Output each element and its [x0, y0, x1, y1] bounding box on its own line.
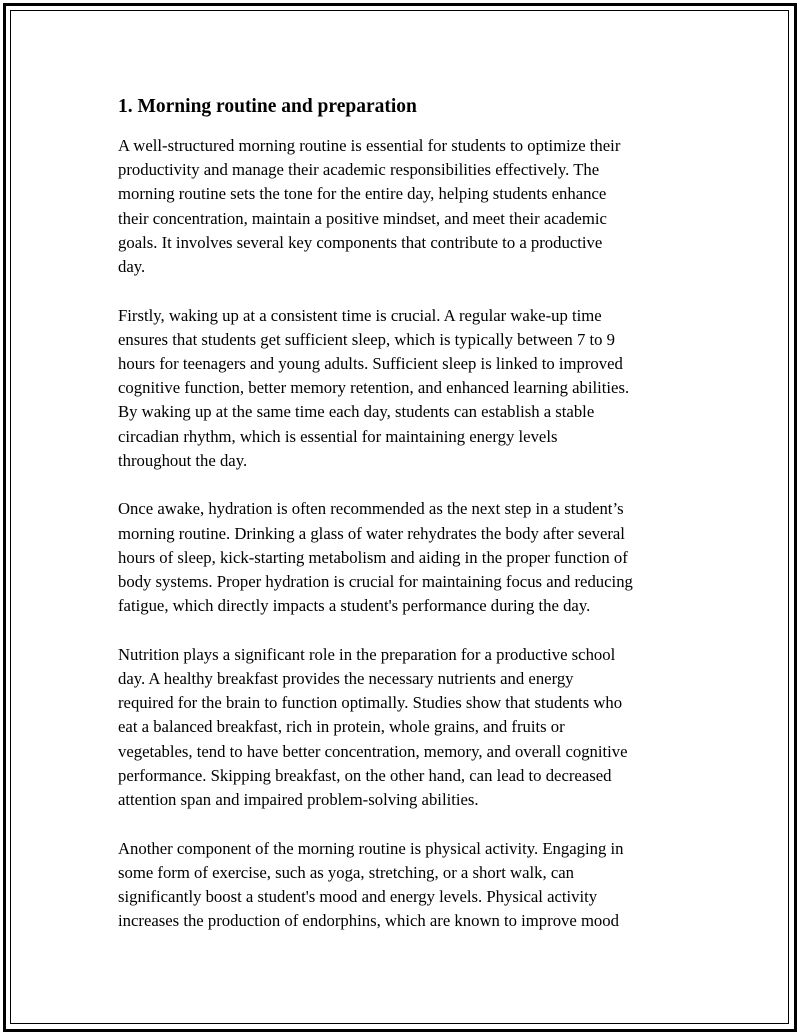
- paragraph-line: By waking up at the same time each day, students can establish a stable: [118, 402, 595, 422]
- paragraph-line: increases the production of endorphins, which are known to improve mood: [118, 911, 619, 931]
- paragraph-line: circadian rhythm, which is essential for maintaining energy levels: [118, 426, 558, 446]
- paragraph-hydration: [118, 497, 690, 618]
- paragraph-line: attention span and impaired problem-solving abilities.: [118, 790, 479, 810]
- paragraph-intro: [118, 134, 690, 279]
- paragraph-line: significantly boost a student's mood and energy levels. Physical activity: [118, 887, 598, 907]
- paragraph-line: some form of exercise, such as yoga, stretching, or a short walk, can: [118, 862, 574, 882]
- paragraph-line: A well-structured morning routine is essential for students to optimize their: [118, 136, 621, 155]
- paragraph-line: throughout the day.: [118, 450, 248, 470]
- paragraph-line: morning routine sets the tone for the entire day, helping students enhance: [118, 184, 607, 204]
- paragraph-line: productivity and manage their academic responsibilities effectively. The: [118, 160, 600, 180]
- paragraph-line: ensures that students get sufficient sleep, which is typically between 7 to 9: [118, 329, 615, 349]
- paragraph-line: body systems. Proper hydration is crucial for maintaining focus and reducing: [118, 572, 633, 592]
- paragraph-line: day. A healthy breakfast provides the necessary nutrients and energy: [118, 669, 574, 689]
- paragraph-line: goals. It involves several key components that contribute to a productive: [118, 232, 603, 252]
- paragraph-line: hours of sleep, kick-starting metabolism and aiding in the proper function of: [118, 547, 628, 567]
- paragraph-line: their concentration, maintain a positive mindset, and meet their academic: [118, 208, 607, 228]
- section-heading: 1. Morning routine and preparation: [118, 96, 417, 117]
- paragraph-line: performance. Skipping breakfast, on the other hand, can lead to decreased: [118, 765, 612, 785]
- paragraph-line: cognitive function, better memory retention, and enhanced learning abilities.: [118, 378, 630, 398]
- paragraph-wake-up: [118, 304, 690, 473]
- paragraph-line: eat a balanced breakfast, rich in protein, whole grains, and fruits or: [118, 717, 565, 737]
- paragraph-nutrition: [118, 643, 690, 812]
- paragraph-line: fatigue, which directly impacts a student's performance during the day.: [118, 596, 591, 616]
- paragraph-line: day.: [118, 257, 146, 277]
- paragraph-line: hours for teenagers and young adults. Sufficient sleep is linked to improved: [118, 354, 623, 374]
- paragraph-physical-activity: [118, 837, 690, 934]
- paragraph-line: Once awake, hydration is often recommended as the next step in a student’s: [118, 499, 624, 519]
- paragraph-line: required for the brain to function optimally. Studies show that students who: [118, 693, 623, 713]
- paragraph-line: Another component of the morning routine is physical activity. Engaging in: [118, 838, 624, 858]
- paragraph-line: Firstly, waking up at a consistent time is crucial. A regular wake-up time: [118, 305, 602, 325]
- paragraph-line: vegetables, tend to have better concentration, memory, and overall cognitive: [118, 741, 628, 761]
- paragraph-line: morning routine. Drinking a glass of water rehydrates the body after several: [118, 523, 625, 543]
- paragraph-line: Nutrition plays a significant role in the preparation for a productive school: [118, 644, 616, 664]
- document-body: [118, 95, 690, 958]
